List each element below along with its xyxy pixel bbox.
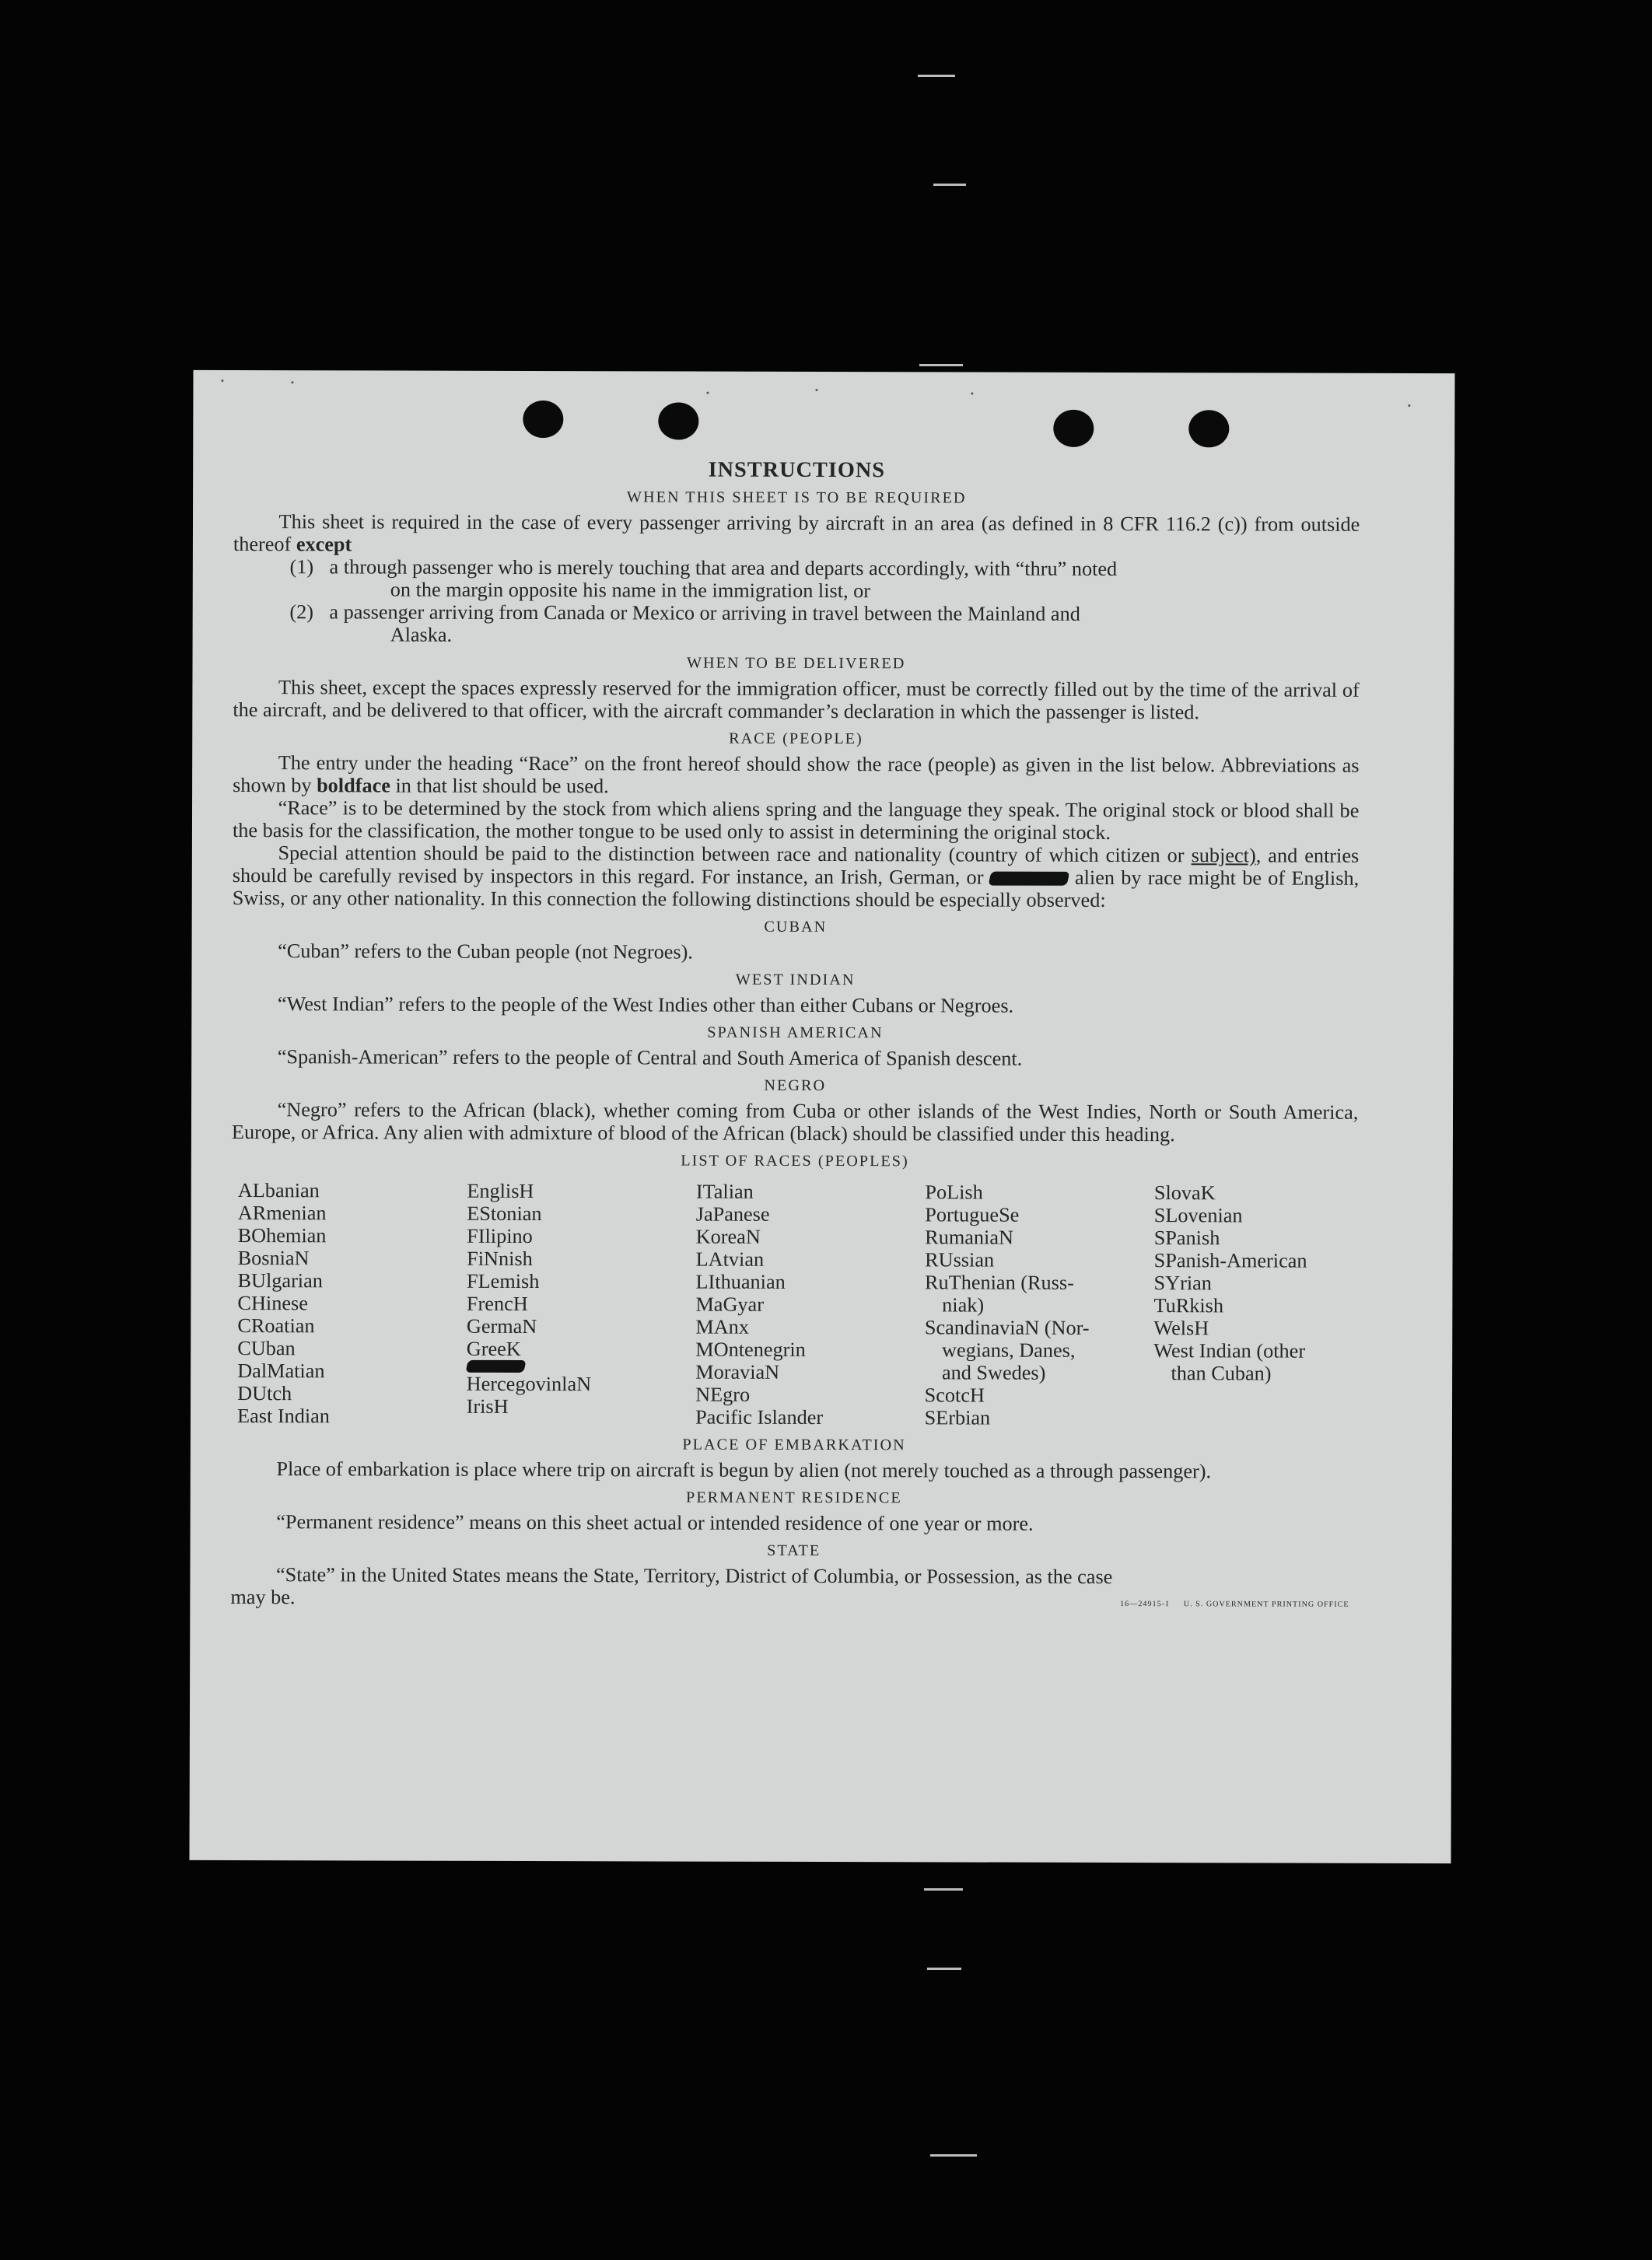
race-entry: SLovenian: [1153, 1204, 1243, 1227]
scan-mark: [919, 364, 963, 366]
west-indian-text: “West Indian” refers to the people of the West Indies other than either Cubans or Negroes.: [277, 992, 1014, 1017]
print-imprint: [1120, 1593, 1349, 1616]
race-paragraph-3: [233, 841, 1360, 912]
exception-item-1-continued: on the margin opposite his name in the immigration list, or: [390, 578, 871, 603]
race-entry-continued: wegians, Danes,: [942, 1338, 1076, 1362]
exception-item-2: [289, 600, 1360, 625]
race-entry: MAnx: [695, 1315, 750, 1338]
race-entry: CHinese: [237, 1292, 308, 1315]
race-entry: SPanish-American: [1153, 1249, 1307, 1272]
race-entry: SYrian: [1153, 1272, 1213, 1295]
heading-when-required: WHEN THIS SHEET IS TO BE REQUIRED: [626, 488, 967, 507]
race-entry: GermaN: [466, 1314, 537, 1338]
race-entry: EnglisH: [467, 1179, 534, 1203]
punch-hole: [658, 402, 698, 439]
state-text: “State” in the United States means the State, Territory, District of Columbia, or Possession, as the case: [275, 1563, 1113, 1588]
scan-mark: [924, 1888, 963, 1891]
race-entry: FrencH: [466, 1292, 528, 1316]
scan-mark: [930, 2154, 977, 2157]
race-entry: LAtvian: [695, 1247, 765, 1271]
scan-mark: [927, 1968, 961, 1970]
race-entry: FLemish: [466, 1269, 540, 1293]
document-title: INSTRUCTIONS: [708, 457, 886, 483]
race-entry: TuRkish: [1153, 1294, 1224, 1317]
exception-item-2-continued: Alaska.: [390, 623, 453, 646]
race-column-5: [1153, 1181, 1358, 1430]
printer-name: U. S. GOVERNMENT PRINTING OFFICE: [1183, 1600, 1349, 1609]
heading-when-delivered: WHEN TO BE DELIVERED: [686, 654, 906, 673]
race-entry: BUlgarian: [237, 1269, 323, 1293]
state-text-end: may be.: [230, 1586, 296, 1609]
race-entry: CRoatian: [237, 1314, 315, 1338]
item-number: (1): [289, 555, 314, 579]
subject-underlined: subject): [1191, 844, 1256, 867]
race-entry: KoreaN: [695, 1225, 761, 1248]
race-entry: GreeK: [466, 1337, 521, 1360]
when-required-intro-text: This sheet is required in the case of every passenger arriving by aircraft in an area (as defined in 8 CFR 116.2 (c)) from outside thereof: [233, 510, 1360, 556]
race-entry: West Indian (other: [1153, 1339, 1306, 1363]
when-delivered-text: This sheet, except the spaces expressly reserved for the immigration officer, must be correctly filled out by the time of the arrival of the aircraft, and be delivered to that officer, with the aircraft commander’s declaration in which the passenger is listed.: [233, 676, 1360, 724]
race-entry: PortugueSe: [925, 1203, 1020, 1226]
punch-hole: [1053, 410, 1094, 447]
item-number: (2): [289, 600, 314, 624]
race-entry: IrisH: [466, 1394, 509, 1418]
race-entry: Pacific Islander: [695, 1405, 824, 1429]
heading-state: STATE: [767, 1541, 821, 1559]
redaction-mark: [989, 872, 1070, 886]
residence-text: “Permanent residence” means on this sheet actual or intended residence of one year or more.: [276, 1510, 1034, 1535]
race-column-1: [237, 1179, 467, 1428]
race-entry: CUban: [237, 1337, 296, 1360]
race-entry-continued: and Swedes): [941, 1361, 1046, 1384]
heading-west-indian: WEST INDIAN: [735, 971, 856, 989]
race-entry: RuThenian (Russ-: [925, 1271, 1074, 1294]
cuban-text: “Cuban” refers to the Cuban people (not Negroes).: [278, 939, 693, 964]
race-entry: ITalian: [695, 1180, 754, 1203]
race-p3-text: Special attention should be paid to the distinction between race and nationality (country of which citizen or: [278, 841, 1185, 867]
race-p1-text: The entry under the heading “Race” on the front hereof should show the race (people) as given in the list below. Abbreviations as shown by: [233, 751, 1360, 797]
race-entry-redacted: [467, 1360, 696, 1373]
heading-embarkation: PLACE OF EMBARKATION: [682, 1436, 906, 1454]
footer-row: [230, 1586, 1356, 1616]
race-entry: BosniaN: [237, 1247, 310, 1270]
race-entry: JaPanese: [695, 1202, 770, 1226]
paper-speck: [291, 381, 293, 383]
race-p1-text-end: in that list should be used.: [395, 774, 609, 798]
race-entry: East Indian: [237, 1405, 330, 1428]
race-entry: LIthuanian: [695, 1270, 786, 1293]
race-entry: RUssian: [925, 1248, 995, 1272]
race-entry: ARmenian: [237, 1202, 327, 1225]
paper-speck: [815, 389, 817, 391]
race-column-2: [467, 1180, 696, 1429]
race-entry: DalMatian: [237, 1359, 325, 1383]
paper-speck: [221, 380, 223, 382]
punch-hole: [523, 401, 563, 438]
race-entry: SErbian: [924, 1406, 991, 1429]
when-required-intro: [233, 510, 1360, 558]
except-keyword: except: [296, 533, 352, 556]
form-number: 16—24915-1: [1120, 1600, 1171, 1609]
heading-spanish-american: SPANISH AMERICAN: [707, 1023, 884, 1042]
heading-list-of-races: LIST OF RACES (PEOPLES): [681, 1152, 909, 1170]
race-entry: ScandinaviaN (Nor-: [924, 1316, 1090, 1339]
race-entry: EStonian: [467, 1202, 542, 1226]
paper-speck: [706, 392, 709, 394]
race-entry-continued: niak): [942, 1293, 985, 1317]
paper-speck: [971, 392, 973, 394]
item-text: a passenger arriving from Canada or Mexico or arriving in travel between the Mainland and: [329, 600, 1080, 625]
item-text: a through passenger who is merely touching that area and departs accordingly, with “thru” noted: [329, 555, 1118, 580]
race-entry: SlovaK: [1153, 1181, 1216, 1205]
race-entry: FIlipino: [467, 1224, 533, 1248]
race-entry: WelsH: [1153, 1317, 1209, 1340]
heading-race: RACE (PEOPLE): [729, 729, 863, 748]
race-column-3: [695, 1181, 925, 1429]
race-entry: BOhemian: [237, 1224, 327, 1247]
race-entry: RumaniaN: [925, 1226, 1014, 1249]
race-entry: ALbanian: [237, 1179, 320, 1202]
scan-mark: [918, 75, 955, 77]
race-p3-text-end: alien by race might be of English, Swiss, or any other nationality. In this connection the following distinctions should be especially observed:: [232, 866, 1360, 911]
race-entry: NEgro: [695, 1383, 751, 1406]
race-list: [237, 1179, 1358, 1430]
scan-mark: [933, 184, 966, 186]
instructions-body: [230, 457, 1360, 1616]
paper-speck: [1408, 404, 1410, 407]
race-p3-text-mid: , and entries should be carefully revised by inspectors in this regard. For instance, an Irish, German, or: [232, 844, 1360, 889]
heading-permanent-residence: PERMANENT RESIDENCE: [686, 1489, 902, 1507]
race-entry: MaGyar: [695, 1293, 765, 1316]
exception-item-1: [289, 555, 1360, 580]
heading-cuban: CUBAN: [764, 918, 828, 936]
heading-negro: NEGRO: [764, 1076, 827, 1095]
race-entry-continued: than Cuban): [1171, 1362, 1272, 1385]
race-entry: HercegovinlaN: [466, 1372, 592, 1396]
boldface-word: boldface: [317, 774, 390, 797]
spanish-american-text: “Spanish-American” refers to the people of Central and South America of Spanish descent.: [277, 1045, 1023, 1070]
redaction-mark: [465, 1360, 526, 1373]
embarkation-text: Place of embarkation is place where trip on aircraft is begun by alien (not merely touched as a through passenger).: [276, 1457, 1212, 1483]
race-paragraph-2: “Race” is to be determined by the stock from which aliens spring and the language they speak. The original stock or blood shall be the basis for the classification, the mother tongue to be used only to assist in determining the original stock.: [232, 796, 1360, 844]
race-entry: ScotcH: [924, 1384, 985, 1407]
race-entry: SPanish: [1153, 1226, 1220, 1250]
race-column-4: [925, 1181, 1154, 1429]
race-entry: DUtch: [237, 1382, 292, 1405]
race-paragraph-1: [233, 751, 1359, 799]
race-entry: MoraviaN: [695, 1360, 780, 1384]
punch-hole: [1188, 410, 1229, 447]
document-page: [189, 370, 1454, 1863]
negro-text: “Negro” refers to the African (black), whether coming from Cuba or other islands of the West Indies, North or South America, Europe, or Africa. Any alien with admixture of blood of the African (black) should be classified under this heading.: [231, 1098, 1359, 1146]
race-entry: FiNnish: [467, 1247, 533, 1271]
race-entry: MOntenegrin: [695, 1338, 806, 1361]
race-entry: PoLish: [925, 1181, 983, 1204]
